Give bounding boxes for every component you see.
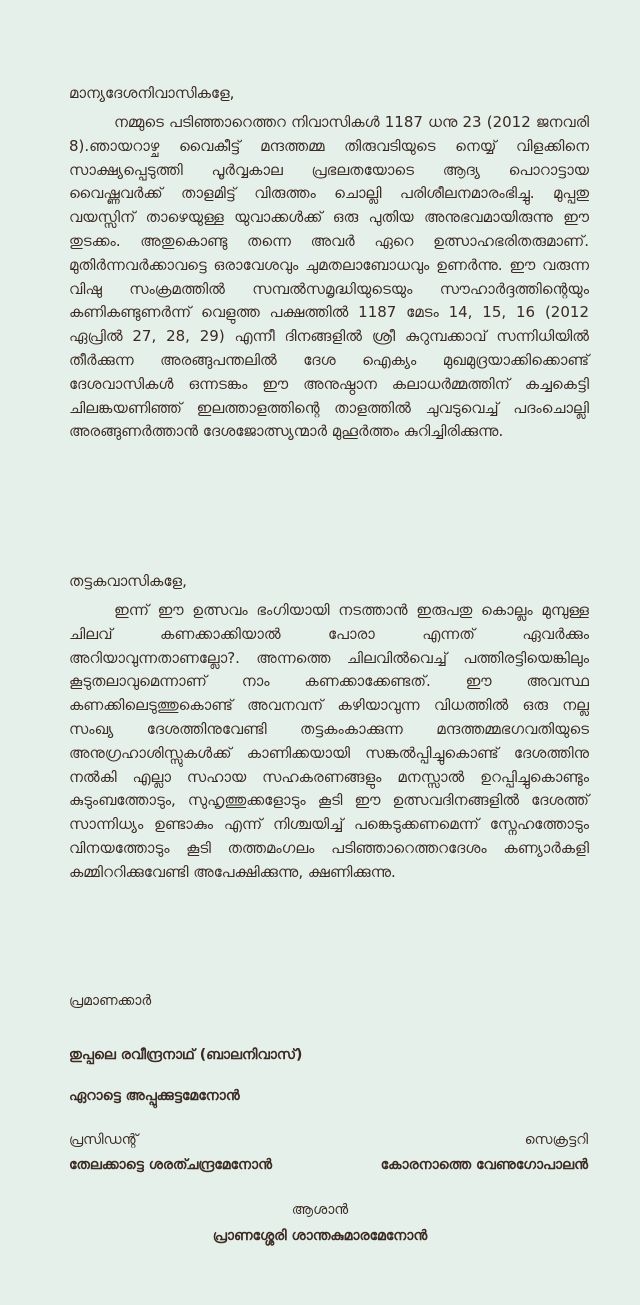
- paragraph-appeal: ഇന്ന് ഈ ഉത്സവം ഭംഗിയായി നടത്താൻ ഇരുപതു കൊല്ലം മുമ്പുള്ള ചിലവ് കണക്കാക്കിയാൽ പോരാ എന്നത് ഏവർക്കും അറിയാവുന്നതാണല്ലോ?. അന്നത്തെ ചിലവിൽവെച്ച് പത്തിരട്ടിയെങ്കിലും കൂടുതലാവുമെന്നാണ് നാം കണക്കാക്കേണ്ടത്. ഈ അവസ്ഥ കണക്കിലെടുത്തുകൊണ്ട് അവനവന് കഴിയാവുന്ന വിധത്തിൽ ഒരു നല്ല സംഖ്യ ദേശത്തിനുവേണ്ടി തട്ടകംകാക്കുന്ന മന്ദത്തമ്മഭഗവതിയുടെ അനുഗ്രഹാശിസ്സുകൾക്ക് കാണിക്കയായി സങ്കൽപ്പിച്ചുകൊണ്ട് ദേശത്തിനു നൽകി എല്ലാ സഹായ സഹകരണങ്ങളും മനസ്സാൽ ഉറപ്പിച്ചുകൊണ്ടും കുടുംബത്തോടും, സുഹൃത്തുക്കളോടും കൂടി ഈ ഉത്സവദിനങ്ങളിൽ ദേശത്ത് സാന്നിധ്യം ഉണ്ടാകും എന്ന് നിശ്ചയിച്ച് പങ്കെടുക്കണമെന്ന് സ്നേഹത്തോടും വിനയത്തോടും കൂടി തത്തമംഗലം പടിഞ്ഞാറെത്തറദേശം കണ്യാർകളി കമ്മിററിക്കുവേണ്ടി അപേക്ഷിക്കുന്നു, ക്ഷണിക്കുന്നു.: [69, 601, 589, 881]
- salutation-residents: മാന്യദേശനിവാസികളേ,: [69, 84, 235, 102]
- paragraph-preparations: നമ്മുടെ പടിഞ്ഞാറെത്തറ നിവാസികൾ 1187 ധനു 23 (2012 ജനവരി 8).ഞായറാഴ്ച വൈകീട്ട് മന്ദത്തമ്മ തിരുവടിയുടെ നെയ്യ് വിളക്കിനെ സാക്ഷ്യപ്പെടുത്തി പൂർവ്വകാല പ്രഭലതയോടെ ആദ്യ പൊറാട്ടായ വൈഷ്ണവർക്ക് താളമിട്ട് വിരുത്തം ചൊല്ലി പരിശീലനമാരംഭിച്ചു. മുപ്പതു വയസ്സിന് താഴെയുള്ള യുവാക്കൾക്ക് ഒരു പുതിയ അനുഭവമായിരുന്നു ഈ തുടക്കം. അതുകൊണ്ടു തന്നെ അവർ ഏറെ ഉത്സാഹഭരിതരുമാണ്. മുതിർന്നവർക്കാവട്ടെ ഒരാവേശവും ചുമതലാബോധവും ഉണർന്നു. ഈ വരുന്ന വിഷു സംക്രമത്തിൽ സമ്പൽസമൃദ്ധിയുടെയും സൗഹാർദ്ദത്തിന്റെയും കണികണ്ടുണർന്ന് വെളുത്ത പക്ഷത്തിൽ 1187 മേടം 14, 15, 16 (2012 ഏപ്രിൽ 27, 28, 29) എന്നീ ദിനങ്ങളിൽ ശ്രീ കുറുമ്പക്കാവ് സന്നിധിയിൽ തീർക്കുന്ന അരങ്ങുപന്തലിൽ ദേശ ഐക്യം മുഖമുദ്രയാക്കിക്കൊണ്ട് ദേശവാസികൾ ഒന്നടങ്കം ഈ അനുഷ്ഠാന കലാധർമ്മത്തിന് കച്ചകെട്ടി ചിലങ്കയണിഞ്ഞ് ഇലത്താളത്തിന്റെ താളത്തിൽ ചുവടുവെച്ച് പദംചൊല്ലി അരങ്ങുണർത്താൻ ദേശജോത്സ്യന്മാർ മുഹൂർത്തം കുറിച്ചിരിക്കുന്നു.: [69, 113, 589, 441]
- ashan-label: ആശാൻ: [291, 1202, 349, 1218]
- president-label: പ്രസിഡന്റ്: [69, 1132, 139, 1148]
- pramanakkar-name-2: ഏറാട്ടെ അപ്പുക്കുട്ടമേനോൻ: [69, 1088, 240, 1104]
- president-name: തേലക്കാട്ടെ ശരത്ചന്ദ്രമേനോൻ: [69, 1157, 272, 1173]
- ashan-name: പ്രാണശ്ശേരി ശാന്തകുമാരമേനോൻ: [212, 1228, 428, 1244]
- salutation-thattakam: തട്ടകവാസികളേ,: [69, 572, 187, 590]
- pramanakkar-name-1: തുപ്പലെ രവീന്ദ്രനാഥ് (ബാലനിവാസ്): [69, 1047, 303, 1063]
- pramanakkar-label: പ്രമാണക്കാർ: [69, 993, 152, 1009]
- secretary-name: കോരനാത്തെ വേണുഗോപാലൻ: [380, 1157, 588, 1173]
- secretary-label: സെക്രട്ടറി: [524, 1132, 588, 1148]
